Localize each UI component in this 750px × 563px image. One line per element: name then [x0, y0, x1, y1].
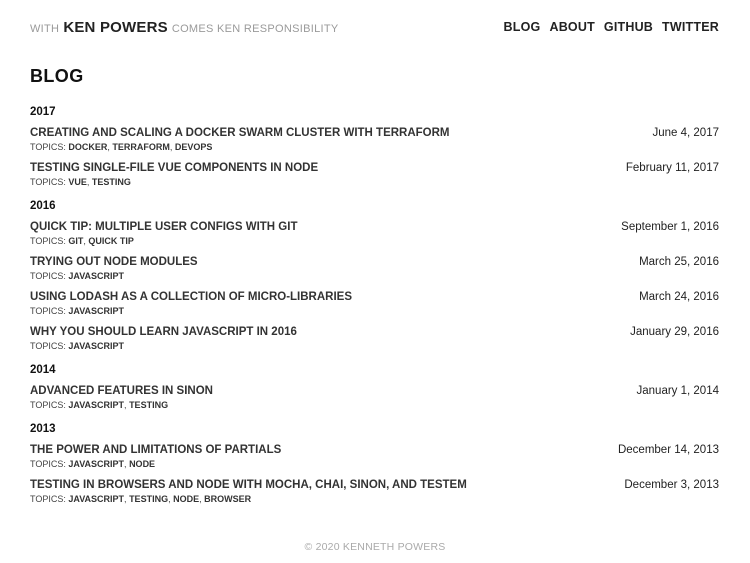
post-date: December 14, 2013	[617, 444, 719, 456]
post-title-link[interactable]: CREATING AND SCALING A DOCKER SWARM CLUSTER WITH TERRAFORM	[30, 127, 450, 139]
year-group	[30, 421, 719, 507]
post-date: December 3, 2013	[624, 479, 719, 491]
post-info	[30, 325, 297, 353]
post-item	[30, 284, 719, 319]
post-info	[30, 443, 281, 471]
topics-label: TOPICS:	[30, 271, 66, 281]
brand-prefix: WITH	[30, 22, 60, 35]
post-topics: TOPICS: JAVASCRIPT, NODE	[30, 459, 156, 469]
post-title-link[interactable]: TRYING OUT NODE MODULES	[30, 256, 198, 268]
nav-blog[interactable]: BLOG	[503, 20, 541, 34]
year-group	[30, 198, 719, 354]
topics-label: TOPICS:	[30, 341, 66, 351]
post-title-link[interactable]: USING LODASH AS A COLLECTION OF MICRO-LIBRARIES	[30, 291, 352, 303]
year-heading: 2017	[30, 106, 56, 118]
post-topics	[30, 305, 352, 318]
post-info	[30, 126, 450, 154]
post-title-link[interactable]: ADVANCED FEATURES IN SINON	[30, 385, 213, 397]
main-nav	[504, 20, 719, 34]
post-date: September 1, 2016	[621, 221, 719, 233]
topic-tag[interactable]: JAVASCRIPT	[68, 400, 125, 410]
post-date: January 1, 2014	[636, 385, 719, 397]
site-header	[30, 16, 719, 38]
post-info	[30, 478, 467, 506]
post-topics: TOPICS: GIT, QUICK TIP	[30, 236, 134, 246]
post-topics: TOPICS: JAVASCRIPT, TESTING	[30, 400, 169, 410]
topic-tag[interactable]: TERRAFORM	[112, 142, 170, 152]
post-title-link[interactable]: THE POWER AND LIMITATIONS OF PARTIALS	[30, 444, 282, 456]
year-group	[30, 362, 719, 413]
post-item	[30, 319, 719, 354]
post-topics: TOPICS: DOCKER, TERRAFORM, DEVOPS	[30, 142, 213, 152]
post-date: January 29, 2016	[630, 326, 719, 338]
topic-tag[interactable]: QUICK TIP	[88, 236, 134, 246]
topic-tag[interactable]: TESTING	[91, 177, 131, 187]
nav-twitter[interactable]: TWITTER	[662, 20, 719, 34]
post-item	[30, 214, 719, 249]
topics-label: TOPICS:	[30, 494, 66, 504]
post-item	[30, 155, 719, 190]
topic-tag[interactable]: JAVASCRIPT	[68, 494, 125, 504]
topics-label: TOPICS:	[30, 142, 66, 152]
post-date: March 24, 2016	[639, 291, 719, 303]
topics-label: TOPICS:	[30, 306, 66, 316]
post-title-link[interactable]: WHY YOU SHOULD LEARN JAVASCRIPT IN 2016	[30, 326, 297, 338]
post-item	[30, 378, 719, 413]
nav-about[interactable]: ABOUT	[549, 20, 595, 34]
topic-tag[interactable]: JAVASCRIPT	[68, 459, 125, 469]
topics-label: TOPICS:	[30, 459, 66, 469]
topics-label: TOPICS:	[30, 236, 66, 246]
topics-label: TOPICS:	[30, 400, 66, 410]
brand-name[interactable]: KEN POWERS	[63, 18, 168, 36]
post-info	[30, 384, 213, 412]
nav-github[interactable]: GITHUB	[603, 20, 654, 34]
post-topics	[30, 270, 198, 283]
post-date: June 4, 2017	[652, 127, 719, 139]
topic-tag[interactable]: DOCKER	[68, 142, 108, 152]
topic-tag[interactable]: DEVOPS	[174, 142, 213, 152]
topic-tag[interactable]: BROWSER	[204, 494, 252, 504]
post-title-link[interactable]: TESTING IN BROWSERS AND NODE WITH MOCHA, CHAI, SINON, AND TESTEM	[30, 479, 467, 491]
year-group	[30, 104, 719, 190]
post-date: February 11, 2017	[625, 162, 719, 174]
post-title-link[interactable]: QUICK TIP: MULTIPLE USER CONFIGS WITH GIT	[30, 221, 298, 233]
year-heading: 2014	[30, 364, 56, 376]
page-title: BLOG	[30, 66, 84, 86]
topic-tag[interactable]: TESTING	[129, 494, 169, 504]
brand-suffix: COMES KEN RESPONSIBILITY	[171, 22, 339, 35]
topic-tag[interactable]: GIT	[68, 236, 84, 246]
post-item	[30, 249, 719, 284]
post-topics	[30, 340, 297, 353]
post-item	[30, 472, 719, 507]
topic-tag[interactable]: JAVASCRIPT	[68, 341, 125, 351]
topic-tag[interactable]: TESTING	[129, 400, 169, 410]
post-date: March 25, 2016	[639, 256, 719, 268]
footer-copyright: © 2020 KENNETH POWERS	[304, 541, 446, 553]
topic-tag[interactable]: NODE	[173, 494, 200, 504]
topic-tag[interactable]: JAVASCRIPT	[68, 271, 125, 281]
post-list	[30, 104, 719, 515]
topics-label: TOPICS:	[30, 177, 66, 187]
year-heading: 2016	[30, 200, 56, 212]
post-title-link[interactable]: TESTING SINGLE-FILE VUE COMPONENTS IN NODE	[30, 162, 319, 174]
post-info	[30, 161, 318, 189]
post-item	[30, 437, 719, 472]
topic-tag[interactable]: VUE	[68, 177, 87, 187]
site-brand[interactable]	[30, 19, 339, 36]
post-info	[30, 290, 352, 318]
post-info	[30, 220, 297, 248]
post-item	[30, 120, 719, 155]
post-topics: TOPICS: VUE, TESTING	[30, 177, 131, 187]
post-topics: TOPICS: JAVASCRIPT, TESTING, NODE, BROWSER	[30, 494, 252, 504]
year-heading: 2013	[30, 423, 56, 435]
topic-tag[interactable]: NODE	[129, 459, 156, 469]
topic-tag[interactable]: JAVASCRIPT	[68, 306, 125, 316]
post-info	[30, 255, 198, 283]
